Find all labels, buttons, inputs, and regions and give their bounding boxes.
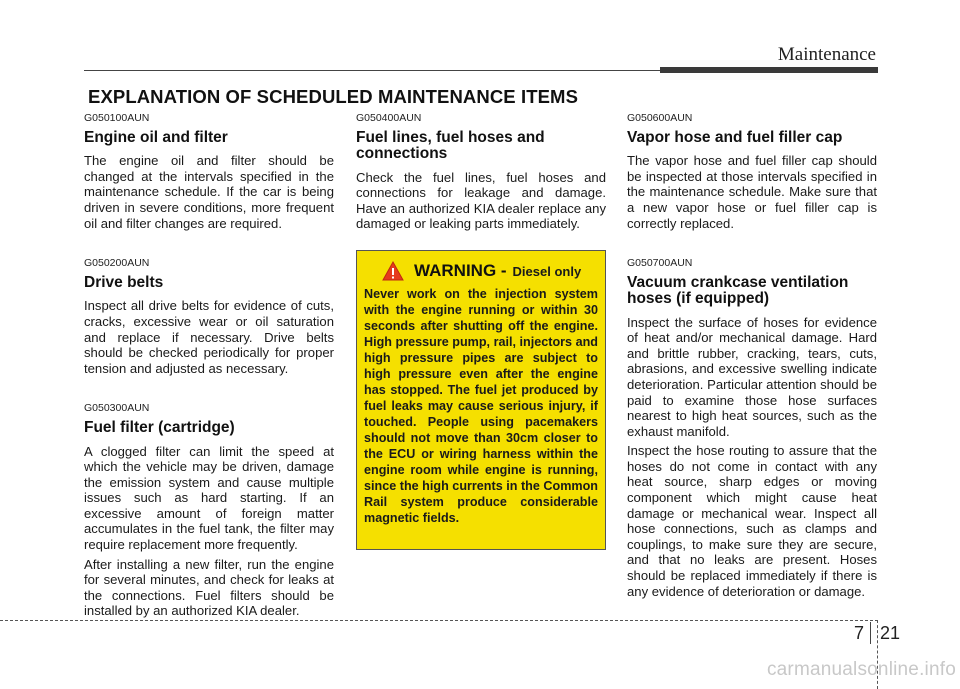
right-column — [627, 112, 877, 617]
item-title: Fuel filter (cartridge) — [84, 419, 235, 437]
maintenance-item — [627, 257, 877, 599]
item-code: G050700AUN — [627, 257, 693, 270]
warning-text: Never work on the injection system with the engine running or within 30 seconds after shutting off the engine. High pressure pump, rail, injectors and high pressure pipes are subject to high pressure even after the engine has stopped. The fuel jet produced by fuel leaks may cause serious injury, if touched. People using pacemakers should not move than 30cm closer to the ECU or wiring harness within the engine room while engine is running, since the high currents in the Common Rail system produce considerable magnetic fields. — [364, 287, 598, 525]
item-paragraph: Inspect the surface of hoses for evidence of heat and/or mechanical damage. Hard and brittle rubber, cracking, tears, cuts, abrasions, and excessive swelling indicate deterioration. Particular attention should be paid to examine those hose surfaces nearest to high heat sources, such as the exhaust manifold. — [627, 314, 877, 439]
maintenance-item — [356, 112, 606, 232]
watermark: carmanualsonline.info — [766, 659, 956, 680]
header-title: Maintenance — [777, 44, 876, 65]
left-column — [84, 112, 334, 637]
warning-title: WARNING - — [414, 261, 507, 280]
item-title: Vacuum crankcase ventilation hoses (if equipped) — [627, 274, 849, 308]
header-rule-accent — [660, 67, 878, 73]
maintenance-item — [84, 112, 334, 231]
page-number: 21 — [880, 623, 901, 643]
item-code: G050200AUN — [84, 257, 150, 270]
item-title: Fuel lines, fuel hoses and connections — [356, 129, 545, 163]
item-paragraph: Inspect the hose routing to assure that the hoses do not come in contact with any heat source, sharp edges or moving component which might cause heat damage or mechanical wear. Inspect all hose connections, such as clamps and couplings, to make sure they are secure, and that no leaks are present. Hoses should be replaced immediately if there is any evidence of deterioration or damage. — [627, 443, 877, 599]
section-heading: EXPLANATION OF SCHEDULED MAINTENANCE ITEMS — [88, 86, 579, 107]
item-title: Vapor hose and fuel filler cap — [627, 129, 843, 146]
item-title: Drive belts — [84, 274, 164, 292]
item-code: G050300AUN — [84, 402, 150, 415]
maintenance-item — [84, 257, 334, 376]
middle-column — [356, 112, 606, 250]
item-paragraph: The engine oil and filter should be changed at the intervals specified in the maintenance schedule. If the car is being driven in severe conditions, more frequent oil and filter changes are required. — [84, 153, 334, 231]
warning-box — [356, 250, 606, 550]
item-code: G050100AUN — [84, 112, 150, 124]
header-rule — [84, 70, 664, 71]
item-title: Engine oil and filter — [84, 129, 228, 146]
item-code: G050600AUN — [627, 112, 693, 124]
warning-header — [382, 261, 598, 281]
item-code: G050400AUN — [356, 112, 422, 124]
item-paragraph: A clogged filter can limit the speed at which the vehicle may be driven, damage the emission system and cause multiple issues such as hard starting. If an excessive amount of foreign matter accumulates in the fuel tank, the filter may require replacement more frequently. — [84, 443, 334, 553]
item-paragraph: Check the fuel lines, fuel hoses and connections for leakage and damage. Have an authorized KIA dealer replace any damaged or leaking parts immediately. — [356, 169, 606, 232]
page-number-divider — [870, 622, 871, 644]
maintenance-item — [84, 402, 334, 619]
maintenance-item — [627, 112, 877, 231]
item-paragraph: The vapor hose and fuel filler cap should be inspected at those intervals specified in the maintenance schedule. Make sure that a new vapor hose or fuel filler cap is correctly replaced. — [627, 153, 877, 231]
item-paragraph: Inspect all drive belts for evidence of cuts, cracks, excessive wear or oil saturation and replace if necessary. Drive belts should be checked periodically for proper tension and adjusted as necessary. — [84, 298, 334, 376]
warning-triangle-icon — [382, 261, 404, 281]
chapter-number: 7 — [854, 623, 865, 643]
warning-subtitle: Diesel only — [512, 263, 582, 279]
item-paragraph: After installing a new filter, run the engine for several minutes, and check for leaks at the connections. Fuel filters should be installed by an authorized KIA dealer. — [84, 556, 334, 619]
footer-rule — [0, 620, 878, 621]
